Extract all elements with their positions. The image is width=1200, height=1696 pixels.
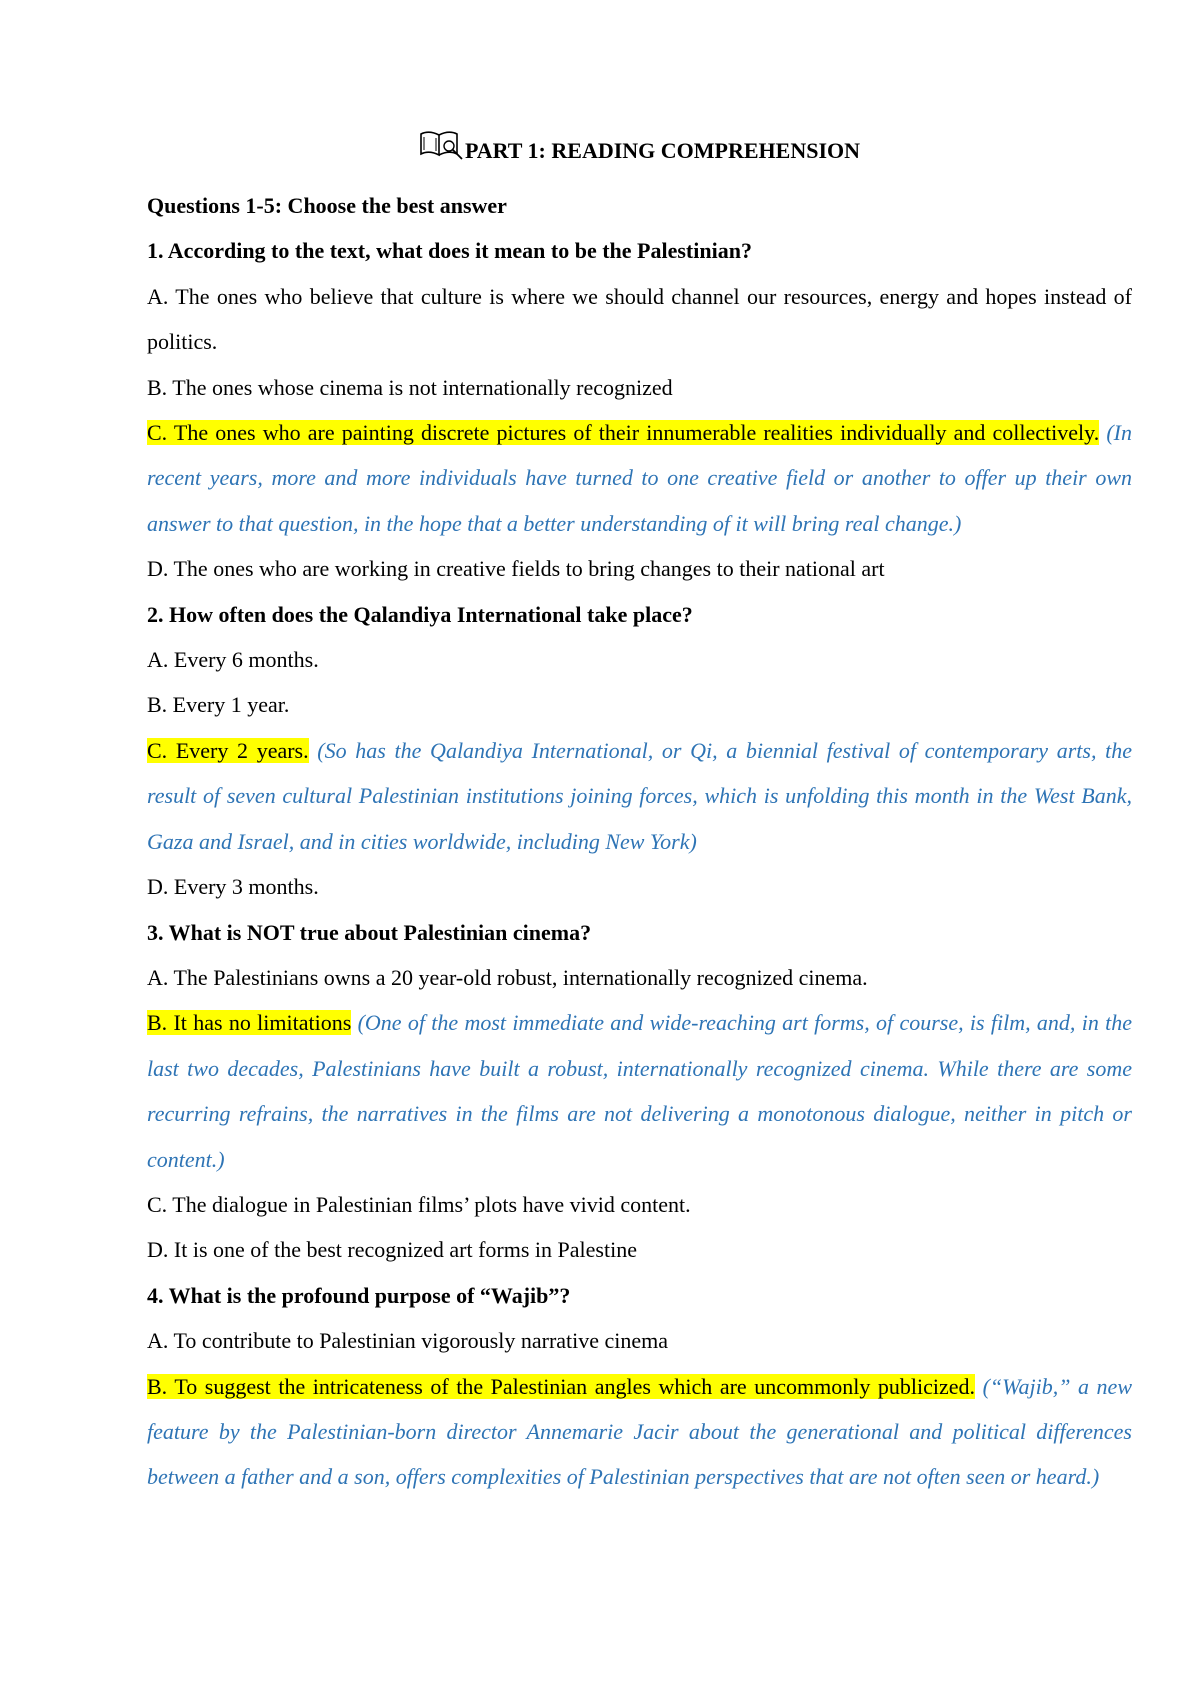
question-3: 3. What is NOT true about Palestinian cinema? [147,919,592,945]
q4-option-a: A. To contribute to Palestinian vigorously narrative cinema [147,1328,669,1354]
q3-option-c: C. The dialogue in Palestinian films’ plots have vivid content. [147,1191,691,1217]
q3-option-b-block [147,1000,1132,1182]
q3-option-a: A. The Palestinians owns a 20 year-old robust, internationally recognized cinema. [147,964,868,990]
q1-option-c-block [147,410,1132,546]
q2-option-b: B. Every 1 year. [147,692,290,718]
q1-option-a: A. The ones who believe that culture is where we should channel our resources, energy and hopes instead of politics. [147,283,1132,355]
question-1: 1. According to the text, what does it mean to be the Palestinian? [147,238,752,264]
q2-option-d: D. Every 3 months. [147,874,319,900]
instructions: Questions 1-5: Choose the best answer [147,193,507,218]
document-page [147,128,1132,1500]
question-4: 4. What is the profound purpose of “Wajib”? [147,1282,571,1308]
q4-option-b-answer: B. To suggest the intricateness of the Palestinian angles which are uncommonly publicized. [147,1373,976,1399]
q1-option-b: B. The ones whose cinema is not internationally recognized [147,374,673,400]
q1-evidence: (In recent years, more and more individuals have turned to one creative field or another to offer up their own answer to that question, in the hope that a better understanding of it will bring real change.) [147,420,1133,536]
q3-option-d: D. It is one of the best recognized art forms in Palestine [147,1237,637,1263]
section-title-text: PART 1: READING COMPREHENSION [464,138,861,163]
book-search-icon [419,128,463,162]
q3-evidence: (One of the most immediate and wide-reaching art forms, of course, is film, and, in the last two decades, Palestinians have built a robust, internationally recognized cinema. While there are some recurring refrains, the narratives in the films are not delivering a monotonous dialogue, neither in pitch or content.) [147,1010,1132,1172]
q2-option-c-block [147,728,1132,864]
q2-option-a: A. Every 6 months. [147,647,319,673]
q3-option-b-answer: B. It has no limitations [147,1010,352,1036]
q1-option-d: D. The ones who are working in creative fields to bring changes to their national art [147,556,885,582]
q1-option-c-answer: C. The ones who are painting discrete pictures of their innumerable realities individually and collectively. [147,420,1100,446]
q4-option-b-block [147,1364,1132,1500]
section-title [147,128,1132,165]
q4-evidence: (“Wajib,” a new feature by the Palestinian-born director Annemarie Jacir about the generational and political differences between a father and a son, offers complexities of Palestinian perspectives that are not often seen or heard.) [147,1373,1132,1490]
question-2: 2. How often does the Qalandiya International take place? [147,601,693,627]
q2-option-c-answer: C. Every 2 years. [147,737,309,763]
q2-evidence: (So has the Qalandiya International, or Qi, a biennial festival of contemporary arts, the result of seven cultural Palestinian institutions joining forces, which is unfolding this month in the West Bank, Gaza and Israel, and in cities worldwide, including New York) [147,737,1133,854]
